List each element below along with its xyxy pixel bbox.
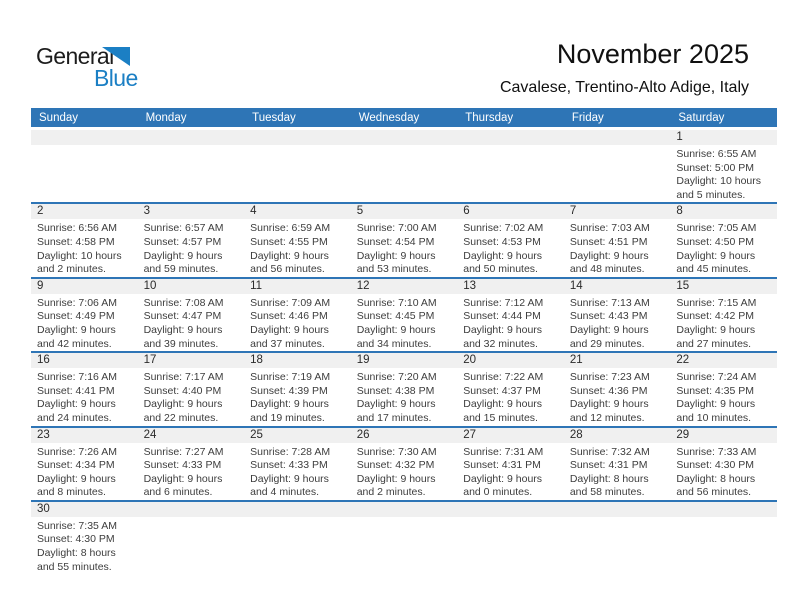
day-cell-22	[670, 352, 777, 426]
day-details	[457, 368, 564, 425]
day-detail-line: Sunrise: 7:32 AM	[569, 445, 650, 458]
day-cell-15	[670, 278, 777, 352]
day-detail-line: Daylight: 9 hours	[463, 472, 543, 485]
day-number: 26	[351, 428, 458, 443]
day-detail-line: Sunrise: 6:57 AM	[143, 222, 224, 235]
day-cell-29	[670, 427, 777, 501]
day-details	[138, 145, 245, 148]
day-detail-line: Sunrise: 7:30 AM	[356, 445, 437, 458]
day-details	[31, 517, 138, 574]
weekday-header-thursday: Thursday	[457, 108, 564, 129]
day-details	[670, 368, 777, 425]
day-detail-line: Sunset: 5:00 PM	[676, 161, 755, 174]
day-detail-line: Sunrise: 7:17 AM	[143, 371, 224, 384]
day-cell-26	[351, 427, 458, 501]
day-detail-line: Sunset: 4:55 PM	[250, 235, 328, 248]
day-detail-line: and 2 minutes.	[356, 486, 426, 499]
day-number: 24	[138, 428, 245, 443]
day-details	[670, 145, 777, 202]
day-cell-empty	[244, 129, 351, 204]
day-detail-line: Sunset: 4:35 PM	[676, 384, 755, 397]
day-detail-line: and 5 minutes.	[676, 188, 746, 201]
day-details	[31, 294, 138, 351]
day-detail-line: Daylight: 9 hours	[463, 398, 543, 411]
day-detail-line: Sunset: 4:40 PM	[143, 384, 222, 397]
day-cell-23	[31, 427, 138, 501]
day-detail-line: and 8 minutes.	[37, 486, 106, 499]
day-detail-line: Sunset: 4:30 PM	[37, 533, 115, 546]
day-number	[244, 502, 351, 517]
day-details	[244, 517, 351, 520]
day-number: 3	[138, 204, 245, 219]
day-details	[138, 443, 245, 500]
day-cell-5	[351, 203, 458, 277]
day-detail-line: and 56 minutes.	[676, 486, 752, 499]
day-detail-line: Daylight: 9 hours	[356, 323, 436, 336]
day-detail-line: and 0 minutes.	[463, 486, 533, 499]
day-details	[670, 517, 777, 520]
day-details	[244, 219, 351, 276]
day-detail-line: Sunrise: 7:22 AM	[463, 371, 544, 384]
page-subtitle: Cavalese, Trentino-Alto Adige, Italy	[499, 79, 749, 96]
day-detail-line: Daylight: 9 hours	[356, 472, 436, 485]
day-details	[564, 294, 671, 351]
day-detail-line: Daylight: 8 hours	[37, 547, 116, 560]
week-row-4	[31, 352, 777, 426]
day-cell-10	[138, 278, 245, 352]
day-detail-line: Sunset: 4:33 PM	[143, 459, 222, 472]
day-details	[138, 219, 245, 276]
day-details	[31, 219, 138, 276]
weekday-header-friday: Friday	[564, 108, 671, 129]
day-details	[457, 219, 564, 276]
week-row-1	[31, 129, 777, 204]
day-number: 11	[244, 279, 351, 294]
day-details	[138, 368, 245, 425]
day-cell-20	[457, 352, 564, 426]
day-detail-line: Sunrise: 7:23 AM	[569, 371, 650, 384]
day-cell-25	[244, 427, 351, 501]
day-details	[564, 517, 671, 520]
day-detail-line: Sunrise: 7:28 AM	[250, 445, 331, 458]
day-cell-16	[31, 352, 138, 426]
weekday-header-wednesday: Wednesday	[351, 108, 458, 129]
day-detail-line: and 17 minutes.	[356, 411, 432, 424]
day-number: 28	[564, 428, 671, 443]
day-cell-empty	[138, 129, 245, 204]
day-detail-line: and 53 minutes.	[356, 263, 432, 276]
week-row-6	[31, 501, 777, 574]
day-number	[457, 502, 564, 517]
day-cell-17	[138, 352, 245, 426]
day-number: 30	[31, 502, 138, 517]
day-detail-line: and 19 minutes.	[250, 411, 325, 424]
day-detail-line: Daylight: 9 hours	[143, 323, 223, 336]
day-number: 5	[351, 204, 458, 219]
day-detail-line: and 56 minutes.	[250, 263, 325, 276]
day-number: 15	[670, 279, 777, 294]
day-detail-line: Daylight: 9 hours	[463, 323, 543, 336]
day-detail-line: Sunset: 4:37 PM	[463, 384, 541, 397]
day-number: 22	[670, 353, 777, 368]
day-details	[457, 517, 564, 520]
weekday-header-tuesday: Tuesday	[244, 108, 351, 129]
day-number: 8	[670, 204, 777, 219]
day-detail-line: Daylight: 9 hours	[250, 323, 329, 336]
day-number	[244, 130, 351, 145]
day-number: 17	[138, 353, 245, 368]
day-cell-21	[564, 352, 671, 426]
day-detail-line: Daylight: 9 hours	[569, 249, 649, 262]
day-detail-line: and 22 minutes.	[143, 411, 219, 424]
day-number: 13	[457, 279, 564, 294]
day-details	[564, 145, 671, 148]
day-number: 27	[457, 428, 564, 443]
day-details	[31, 368, 138, 425]
day-detail-line: and 45 minutes.	[676, 263, 752, 276]
day-detail-line: Daylight: 9 hours	[676, 249, 756, 262]
day-cell-empty	[457, 501, 564, 574]
general-blue-logo	[36, 44, 156, 94]
day-cell-14	[564, 278, 671, 352]
day-number: 25	[244, 428, 351, 443]
day-detail-line: Sunrise: 7:03 AM	[569, 222, 650, 235]
day-detail-line: Daylight: 9 hours	[676, 323, 756, 336]
day-details	[564, 443, 671, 500]
day-detail-line: Sunset: 4:30 PM	[676, 459, 755, 472]
day-detail-line: and 6 minutes.	[143, 486, 213, 499]
day-detail-line: Sunset: 4:31 PM	[463, 459, 541, 472]
day-number: 6	[457, 204, 564, 219]
day-cell-24	[138, 427, 245, 501]
day-number: 12	[351, 279, 458, 294]
day-detail-line: and 42 minutes.	[37, 337, 112, 350]
day-detail-line: Sunset: 4:41 PM	[37, 384, 115, 397]
day-detail-line: Sunrise: 7:33 AM	[676, 445, 757, 458]
day-cell-empty	[138, 501, 245, 574]
day-detail-line: and 55 minutes.	[37, 560, 112, 573]
day-number: 29	[670, 428, 777, 443]
day-detail-line: Sunset: 4:32 PM	[356, 459, 435, 472]
day-detail-line: and 58 minutes.	[569, 486, 645, 499]
day-number: 21	[564, 353, 671, 368]
day-detail-line: Sunset: 4:46 PM	[250, 310, 328, 323]
day-detail-line: Sunrise: 7:24 AM	[676, 371, 757, 384]
day-details	[31, 145, 138, 148]
day-details	[670, 294, 777, 351]
day-details	[351, 294, 458, 351]
page-title: November 2025	[556, 39, 749, 69]
day-detail-line: and 37 minutes.	[250, 337, 325, 350]
day-cell-9	[31, 278, 138, 352]
day-detail-line: Sunset: 4:57 PM	[143, 235, 222, 248]
day-detail-line: Daylight: 9 hours	[676, 398, 756, 411]
day-cell-11	[244, 278, 351, 352]
day-detail-line: Sunrise: 6:59 AM	[250, 222, 331, 235]
day-number	[564, 130, 671, 145]
day-number: 14	[564, 279, 671, 294]
day-detail-line: Sunrise: 7:15 AM	[676, 296, 757, 309]
day-detail-line: Sunrise: 7:05 AM	[676, 222, 757, 235]
day-number: 23	[31, 428, 138, 443]
day-number	[138, 130, 245, 145]
day-detail-line: Sunset: 4:58 PM	[37, 235, 115, 248]
day-details	[564, 368, 671, 425]
day-detail-line: Daylight: 9 hours	[356, 249, 436, 262]
day-detail-line: Sunrise: 7:10 AM	[356, 296, 437, 309]
day-detail-line: Sunrise: 7:09 AM	[250, 296, 331, 309]
day-detail-line: and 24 minutes.	[37, 411, 112, 424]
day-detail-line: Daylight: 9 hours	[569, 398, 649, 411]
day-detail-line: Sunset: 4:54 PM	[356, 235, 435, 248]
day-detail-line: Sunset: 4:50 PM	[676, 235, 755, 248]
day-details	[244, 443, 351, 500]
day-detail-line: Daylight: 9 hours	[250, 249, 329, 262]
day-cell-8	[670, 203, 777, 277]
day-detail-line: Sunrise: 7:08 AM	[143, 296, 224, 309]
day-detail-line: Daylight: 9 hours	[143, 398, 223, 411]
day-number: 1	[670, 130, 777, 145]
title-block	[500, 40, 749, 97]
weekday-header-row	[31, 108, 777, 129]
day-detail-line: and 32 minutes.	[463, 337, 538, 350]
day-details	[351, 145, 458, 148]
day-number: 16	[31, 353, 138, 368]
day-detail-line: Sunset: 4:43 PM	[569, 310, 648, 323]
day-detail-line: Daylight: 9 hours	[463, 249, 543, 262]
day-detail-line: Daylight: 9 hours	[37, 323, 116, 336]
day-number	[351, 130, 458, 145]
day-detail-line: Daylight: 9 hours	[37, 398, 116, 411]
day-number: 7	[564, 204, 671, 219]
day-detail-line: Sunset: 4:34 PM	[37, 459, 115, 472]
day-cell-empty	[564, 129, 671, 204]
day-detail-line: and 50 minutes.	[463, 263, 538, 276]
day-cell-4	[244, 203, 351, 277]
day-detail-line: and 2 minutes.	[37, 263, 106, 276]
day-detail-line: Sunset: 4:45 PM	[356, 310, 435, 323]
day-details	[138, 294, 245, 351]
day-details	[351, 368, 458, 425]
day-details	[351, 443, 458, 500]
day-detail-line: and 39 minutes.	[143, 337, 219, 350]
day-detail-line: Daylight: 8 hours	[676, 472, 756, 485]
day-number: 10	[138, 279, 245, 294]
day-number: 19	[351, 353, 458, 368]
day-detail-line: Sunrise: 7:35 AM	[37, 519, 117, 532]
day-detail-line: Daylight: 9 hours	[143, 472, 223, 485]
day-details	[351, 219, 458, 276]
week-row-3	[31, 278, 777, 352]
day-detail-line: and 29 minutes.	[569, 337, 645, 350]
week-row-5	[31, 427, 777, 501]
day-cell-empty	[351, 129, 458, 204]
day-detail-line: Sunset: 4:49 PM	[37, 310, 115, 323]
day-detail-line: Sunset: 4:36 PM	[569, 384, 648, 397]
weekday-header-saturday: Saturday	[670, 108, 777, 129]
day-cell-empty	[670, 501, 777, 574]
day-detail-line: Daylight: 9 hours	[356, 398, 436, 411]
calendar-table	[31, 108, 777, 574]
day-cell-3	[138, 203, 245, 277]
logo-text-blue: Blue	[94, 65, 138, 91]
day-cell-empty	[457, 129, 564, 204]
day-detail-line: and 34 minutes.	[356, 337, 432, 350]
day-detail-line: and 10 minutes.	[676, 411, 752, 424]
day-number: 9	[31, 279, 138, 294]
day-number	[31, 130, 138, 145]
day-detail-line: Sunrise: 7:13 AM	[569, 296, 650, 309]
day-cell-18	[244, 352, 351, 426]
day-details	[244, 145, 351, 148]
day-cell-2	[31, 203, 138, 277]
day-number	[564, 502, 671, 517]
day-cell-empty	[31, 129, 138, 204]
day-number	[457, 130, 564, 145]
day-number	[138, 502, 245, 517]
day-detail-line: Sunrise: 7:19 AM	[250, 371, 331, 384]
day-cell-empty	[564, 501, 671, 574]
day-detail-line: and 12 minutes.	[569, 411, 645, 424]
day-detail-line: Sunrise: 7:16 AM	[37, 371, 117, 384]
day-details	[670, 219, 777, 276]
logo-text-general: General	[36, 43, 114, 69]
day-cell-7	[564, 203, 671, 277]
day-detail-line: and 59 minutes.	[143, 263, 219, 276]
day-detail-line: Sunset: 4:47 PM	[143, 310, 222, 323]
day-cell-30	[31, 501, 138, 574]
day-cell-12	[351, 278, 458, 352]
day-detail-line: Daylight: 9 hours	[37, 472, 116, 485]
day-detail-line: Daylight: 10 hours	[676, 175, 762, 188]
day-cell-28	[564, 427, 671, 501]
day-detail-line: Daylight: 9 hours	[143, 249, 223, 262]
week-row-2	[31, 203, 777, 277]
day-detail-line: and 15 minutes.	[463, 411, 538, 424]
day-number	[351, 502, 458, 517]
day-detail-line: and 48 minutes.	[569, 263, 645, 276]
day-detail-line: Sunrise: 7:02 AM	[463, 222, 544, 235]
day-detail-line: Sunset: 4:51 PM	[569, 235, 648, 248]
day-detail-line: Daylight: 9 hours	[250, 398, 329, 411]
day-details	[138, 517, 245, 520]
day-cell-empty	[351, 501, 458, 574]
day-detail-line: Sunrise: 6:55 AM	[676, 148, 757, 160]
day-detail-line: Sunrise: 7:20 AM	[356, 371, 437, 384]
day-cell-6	[457, 203, 564, 277]
day-detail-line: Sunset: 4:33 PM	[250, 459, 328, 472]
day-number: 2	[31, 204, 138, 219]
day-details	[351, 517, 458, 520]
day-detail-line: Daylight: 10 hours	[37, 249, 122, 262]
day-detail-line: Sunrise: 7:31 AM	[463, 445, 544, 458]
day-detail-line: Sunset: 4:44 PM	[463, 310, 541, 323]
day-detail-line: Daylight: 8 hours	[569, 472, 649, 485]
weekday-header-monday: Monday	[138, 108, 245, 129]
day-detail-line: Sunrise: 7:12 AM	[463, 296, 544, 309]
day-details	[670, 443, 777, 500]
day-detail-line: and 4 minutes.	[250, 486, 320, 499]
day-number: 18	[244, 353, 351, 368]
day-details	[244, 368, 351, 425]
day-cell-1	[670, 129, 777, 204]
day-detail-line: Sunset: 4:31 PM	[569, 459, 648, 472]
day-cell-27	[457, 427, 564, 501]
day-detail-line: Sunset: 4:38 PM	[356, 384, 435, 397]
day-number: 20	[457, 353, 564, 368]
day-detail-line: Sunrise: 7:00 AM	[356, 222, 437, 235]
day-detail-line: Sunrise: 7:27 AM	[143, 445, 224, 458]
day-cell-19	[351, 352, 458, 426]
day-details	[457, 443, 564, 500]
day-number	[670, 502, 777, 517]
weekday-header-sunday: Sunday	[31, 108, 138, 129]
day-detail-line: Sunset: 4:53 PM	[463, 235, 541, 248]
day-detail-line: Sunset: 4:42 PM	[676, 310, 755, 323]
day-details	[244, 294, 351, 351]
logo-triangle-icon	[102, 47, 130, 66]
day-detail-line: and 27 minutes.	[676, 337, 752, 350]
day-cell-13	[457, 278, 564, 352]
day-detail-line: Sunrise: 6:56 AM	[37, 222, 117, 235]
day-details	[457, 294, 564, 351]
day-cell-empty	[244, 501, 351, 574]
day-detail-line: Sunrise: 7:06 AM	[37, 296, 117, 309]
day-detail-line: Daylight: 9 hours	[250, 472, 329, 485]
calendar-body	[31, 129, 777, 575]
day-details	[31, 443, 138, 500]
day-number: 4	[244, 204, 351, 219]
day-details	[457, 145, 564, 148]
day-detail-line: Daylight: 9 hours	[569, 323, 649, 336]
day-detail-line: Sunset: 4:39 PM	[250, 384, 328, 397]
page-header	[0, 0, 792, 97]
day-detail-line: Sunrise: 7:26 AM	[37, 445, 117, 458]
day-details	[564, 219, 671, 276]
